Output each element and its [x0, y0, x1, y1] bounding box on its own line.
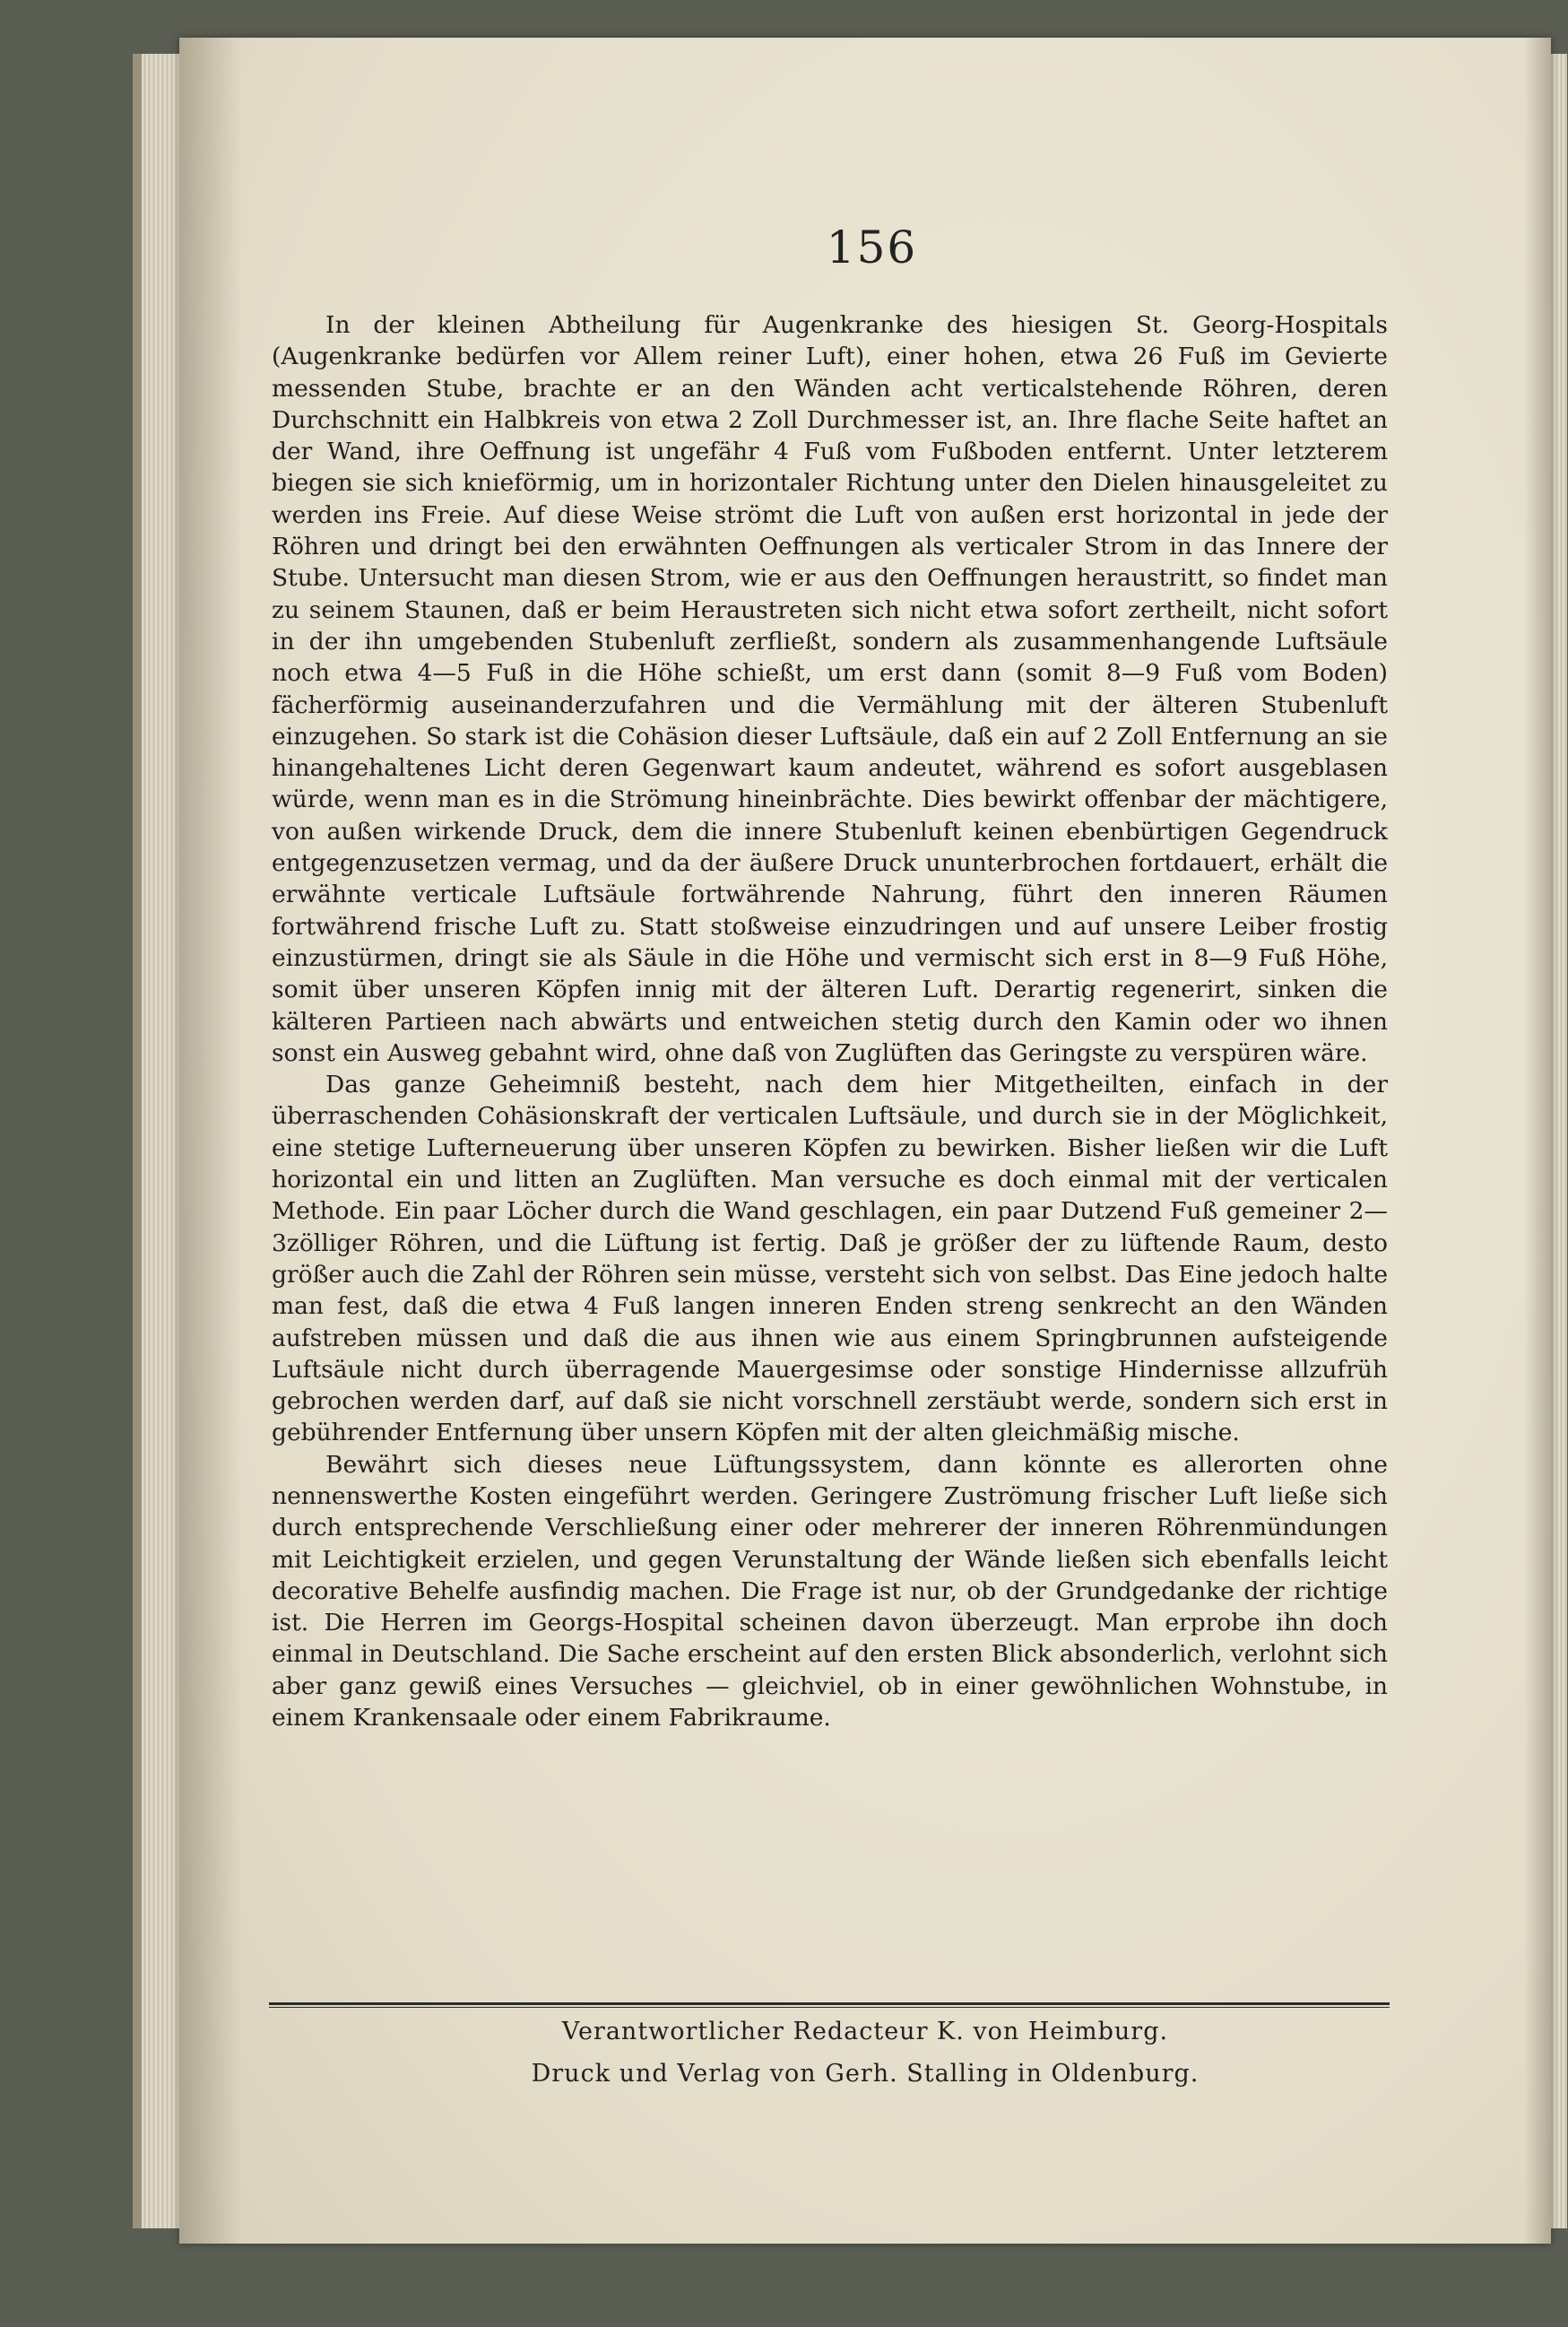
page-edge-shadow — [1524, 38, 1551, 2244]
page-number: 156 — [826, 221, 918, 274]
paragraph-2: Das ganze Geheimniß besteht, nach dem hier Mitgetheilten, einfach in der überraschenden Cohäsionskraft der verticalen Luftsäule, und durch sie in der Möglichkeit, eine stetige Lufterneuerung über unseren Köpfen zu bewirken. Bisher ließen wir die Luft horizontal ein und litten an Zuglüften. Man versuche es doch einmal mit der verticalen Methode. Ein paar Löcher durch die Wand geschlagen, ein paar Dutzend Fuß gemeiner 2—3zölliger Röhren, und die Lüftung ist fertig. Daß je größer der zu lüftende Raum, desto größer auch die Zahl der Röhren sein müsse, versteht sich von selbst. Das Eine jedoch halte man fest, daß die etwa 4 Fuß langen inneren Enden streng senkrecht an den Wänden aufstreben müssen und daß die aus ihnen wie aus einem Springbrunnen aufsteigende Luftsäule nicht durch überragende Mauergesimse oder sonstige Hindernisse allzufrüh gebrochen werden darf, auf daß sie nicht vorschnell zerstäubt werde, sondern sich erst in gebührender Entfernung über unsern Köpfen mit der alten gleichmäßig mische. — [272, 1071, 1388, 1447]
body-text — [272, 309, 1388, 1733]
publisher-line: Druck und Verlag von Gerh. Stalling in Oldenburg. — [531, 2060, 1200, 2088]
paragraph-1: In der kleinen Abtheilung für Augenkranke des hiesigen St. Georg-Hospitals (Augenkranke bedürfen vor Allem reiner Luft), einer hohen, etwa 26 Fuß im Gevierte messenden Stube, brachte er an den Wänden acht verticalstehende Röhren, deren Durchschnitt ein Halbkreis von etwa 2 Zoll Durchmesser ist, an. Ihre flache Seite haftet an der Wand, ihre Oeffnung ist ungefähr 4 Fuß vom Fußboden entfernt. Unter letzterem biegen sie sich knieförmig, um in horizontaler Richtung unter den Dielen hinausgeleitet zu werden ins Freie. Auf diese Weise strömt die Luft von außen erst horizontal in jede der Röhren und dringt bei den erwähnten Oeffnungen als verticaler Strom in das Innere der Stube. Untersucht man diesen Strom, wie er aus den Oeffnungen heraustritt, so findet man zu seinem Staunen, daß er beim Heraustreten sich nicht etwa sofort zertheilt, nicht sofort in der ihn umgebenden Stubenluft zerfließt, sondern als zusammenhangende Luftsäule noch etwa 4—5 Fuß in die Höhe schießt, um erst dann (somit 8—9 Fuß vom Boden) fächerförmig auseinanderzufahren und die Vermählung mit der älteren Stubenluft einzugehen. So stark ist die Cohäsion dieser Luftsäule, daß ein auf 2 Zoll Entfernung an sie hinangehaltenes Licht deren Gegenwart kaum andeutet, während es sofort ausgeblasen würde, wenn man es in die Strömung hineinbrächte. Dies bewirkt offenbar der mächtigere, von außen wirkende Druck, dem die innere Stubenluft keinen ebenbürtigen Gegendruck entgegenzusetzen vermag, und da der äußere Druck ununterbrochen fortdauert, erhält die erwähnte verticale Luftsäule fortwährende Nahrung, führt den inneren Räumen fortwährend frische Luft zu. Statt stoßweise einzudringen und auf unsere Leiber frostig einzustürmen, dringt sie als Säule in die Höhe und vermischt sich erst in 8—9 Fuß Höhe, somit über unseren Köpfen innig mit der älteren Luft. Derartig regenerirt, sinken die kälteren Partieen nach abwärts und entweichen stetig durch den Kamin oder wo ihnen sonst ein Ausweg gebahnt wird, ohne daß von Zuglüften das Geringste zu verspüren wäre. — [272, 311, 1388, 1067]
gutter-shadow — [179, 38, 242, 2244]
footer-rule — [269, 2002, 1390, 2005]
editor-line: Verantwortlicher Redacteur K. von Heimburg. — [561, 2018, 1169, 2045]
footer-rule-thin — [269, 2007, 1390, 2008]
paragraph-3: Bewährt sich dieses neue Lüftungssystem, dann könnte es allerorten ohne nennenswerthe Kosten eingeführt werden. Geringere Zuströmung frischer Luft ließe sich durch entsprechende Verschließung einer oder mehrerer der inneren Röhrenmündungen mit Leichtigkeit erzielen, und gegen Verunstaltung der Wände ließen sich ebenfalls leicht decorative Behelfe ausfindig machen. Die Frage ist nur, ob der Grundgedanke der richtige ist. Die Herren im Georgs-Hospital scheinen davon überzeugt. Man erprobe ihn doch einmal in Deutschland. Die Sache erscheint auf den ersten Blick absonderlich, verlohnt sich aber ganz gewiß eines Versuches — gleichviel, ob in einer gewöhnlichen Wohnstube, in einem Krankensaale oder einem Fabrikraume. — [272, 1450, 1388, 1732]
